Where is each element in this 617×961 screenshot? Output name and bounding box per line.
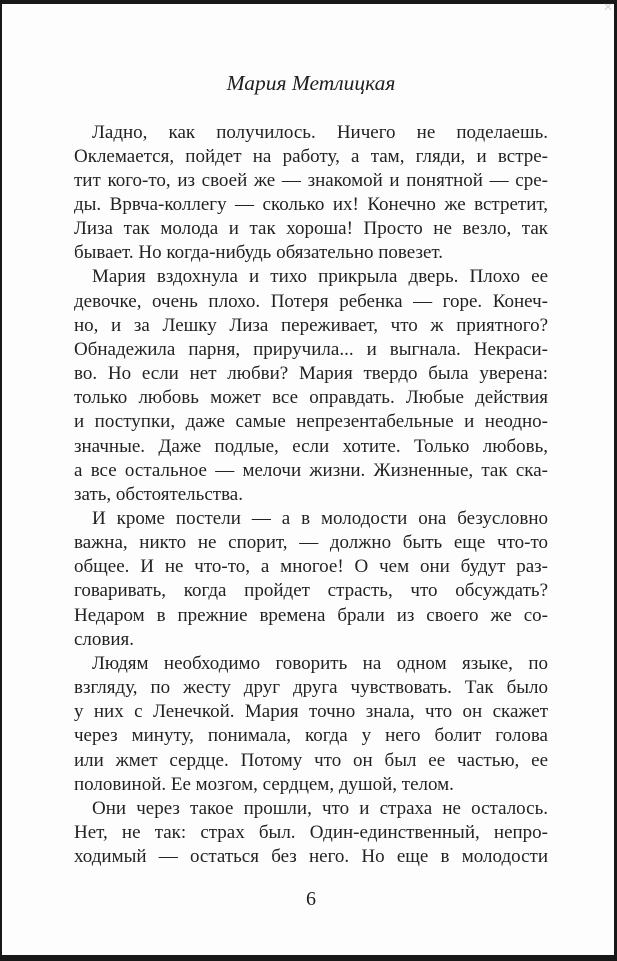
text-line: тит кого-то, из своей же — знакомой и понятной — сре- <box>74 169 548 191</box>
text-line: И кроме постели — а в молодости она безусловно <box>92 508 548 529</box>
text-line: говаривать, когда пройдет страсть, что обсуждать? <box>74 580 548 602</box>
text-line: словия. <box>74 628 135 650</box>
text-line: Они через такое прошли, что и страха не осталось. <box>92 797 548 819</box>
running-header-author: Мария Метлицкая <box>226 71 396 95</box>
text-line: во. Но если нет любви? Мария твердо была уверена: <box>74 363 548 385</box>
text-line: Мария вздохнула и тихо прикрыла дверь. Плохо ее <box>92 266 548 288</box>
text-line: Обнадежила парня, приручила... и выгнала. Некраси- <box>74 338 548 360</box>
text-line: через минуту, понимала, когда у него болит голова <box>74 725 548 747</box>
text-line: только любовь может все оправдать. Любые действия <box>74 387 548 409</box>
text-line: общее. И не что-то, а многое! О чем они будут раз- <box>74 556 548 578</box>
close-icon[interactable]: ✕ <box>602 0 613 14</box>
text-line: Оклемается, пойдет на работу, а там, гляди, и встре- <box>74 145 548 167</box>
text-line: бывает. Но когда-нибудь обязательно повезет. <box>74 242 444 264</box>
text-line: значные. Даже подлые, если хотите. Только любовь, <box>74 435 548 457</box>
text-line: ходимый — остаться без него. Но еще в молодости <box>74 846 548 868</box>
text-line: у них с Ленечкой. Мария точно знала, что он скажет <box>74 701 548 723</box>
text-line: Ладно, как получилось. Ничего не поделаешь. <box>92 121 548 143</box>
text-line: Лиза так молода и так хороша! Просто не везло, так <box>74 218 548 240</box>
text-line: Нет, не так: страх был. Один-единственный, непро- <box>74 822 548 844</box>
text-line: но, и за Лешку Лиза переживает, что ж приятного? <box>74 314 548 336</box>
text-line: ды. Врвча-коллегу — сколько их! Конечно же встретит, <box>74 193 548 215</box>
text-line: Людям необходимо говорить на одном языке, по <box>92 652 548 674</box>
text-line: зать, обстоятельства. <box>74 483 243 505</box>
page-text <box>74 121 548 870</box>
text-line: или жмет сердце. Потому что он был ее частью, ее <box>74 749 548 771</box>
page-number: 6 <box>306 888 316 910</box>
book-page <box>2 4 614 955</box>
text-line: половиной. Ее мозгом, сердцем, душой, телом. <box>74 773 454 795</box>
text-line: Недаром в прежние времена брали из своего же со- <box>74 604 548 626</box>
text-line: и поступки, даже самые непрезентабельные и неодно- <box>74 411 548 433</box>
text-line: а все остальное — мелочи жизни. Жизненные, так ска- <box>74 459 548 481</box>
text-line: важна, никто не спорит, — должно быть еще что-то <box>74 532 548 554</box>
text-line: взгляду, по жесту друг друга чувствовать. Так было <box>74 677 548 699</box>
text-line: девочке, очень плохо. Потеря ребенка — горе. Конеч- <box>74 290 548 312</box>
